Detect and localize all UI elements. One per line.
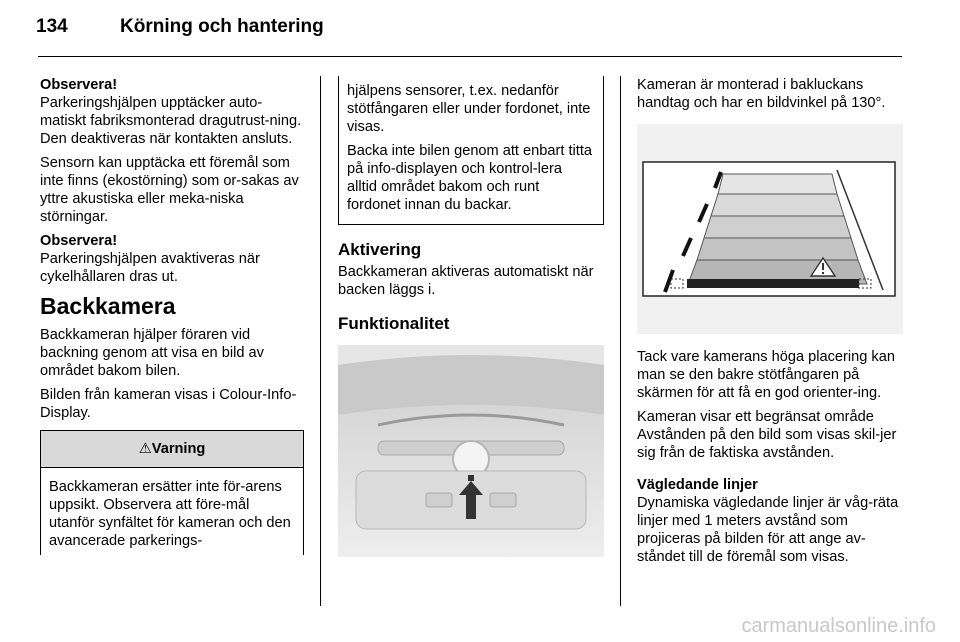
- guide-lines-display-illustration: [637, 124, 903, 334]
- note-text-2: Parkeringshjälpen avaktiveras när cykelhållaren dras ut.: [40, 251, 260, 285]
- header-rule: [38, 56, 902, 57]
- column-divider-2: [620, 76, 621, 606]
- warning-header: [41, 431, 303, 468]
- warning-label: Varning: [151, 441, 206, 457]
- heading-aktivering: Aktivering: [338, 240, 422, 259]
- column-1: [40, 76, 304, 555]
- paragraph-distance: Kameran visar ett begränsat område Avstånden på den bild som visas skil-jer sig från de faktiska avstånden.: [637, 409, 897, 461]
- warning-cont-1: hjälpens sensorer, t.ex. nedanför stötfångaren eller under fordonet, inte visas.: [347, 83, 591, 135]
- heading-funktionalitet: Funktionalitet: [338, 314, 450, 333]
- heading-backkamera: Backkamera: [40, 293, 176, 319]
- page-number: 134: [36, 16, 68, 37]
- column-2: [338, 76, 604, 557]
- note-title-1: Observera!: [40, 77, 118, 93]
- page-header: [36, 16, 324, 38]
- paragraph-aktivering: Backkameran aktiveras automatiskt när backen läggs i.: [338, 264, 594, 298]
- warning-cont-2: Backa inte bilen genom att enbart titta på info-displayen och kontrol-lera alltid området bakom och runt fordonet innan du backar.: [347, 143, 593, 213]
- paragraph-sensor: Sensorn kan upptäcka ett föremål som inte finns (ekostörning) som or-sakas av yttre akustiska eller meka-niska störningar.: [40, 155, 299, 225]
- warning-box-continued: [338, 76, 604, 225]
- warning-text: Backkameran ersätter inte för-arens uppsikt. Observera att före-mål utanför synfältet för kameran och den avancerade parkerings-: [49, 479, 291, 549]
- warning-box: [40, 430, 304, 555]
- tailgate-camera-illustration: [338, 345, 604, 557]
- paragraph-display: Bilden från kameran visas i Colour-Info-Display.: [40, 387, 297, 421]
- heading-guide-lines: Vägledande linjer: [637, 477, 758, 493]
- page-title: Körning och hantering: [120, 16, 324, 37]
- column-divider-1: [320, 76, 321, 606]
- column-3: [637, 76, 903, 572]
- paragraph-backkamera-intro: Backkameran hjälper föraren vid backning genom att visa en bild av området bakom bilen.: [40, 327, 264, 379]
- watermark: carmanualsonline.info: [741, 615, 936, 637]
- paragraph-placement: Tack vare kamerans höga placering kan man se den bakre stötfångaren på skärmen för att få en god orienter-ing.: [637, 349, 895, 401]
- warning-icon: ⚠: [138, 441, 152, 457]
- paragraph-mount: Kameran är monterad i bakluckans handtag och har en bildvinkel på 130°.: [637, 77, 886, 111]
- note-title-2: Observera!: [40, 233, 118, 249]
- paragraph-guide-lines: Dynamiska vägledande linjer är våg-räta linjer med 1 meters avstånd som projiceras på bilden för att ange av-ståndet till de föremål som visas.: [637, 495, 899, 565]
- note-text-1: Parkeringshjälpen upptäcker auto-matiskt fabriksmonterad dragutrust-ning. Den deaktiveras när kontakten ansluts.: [40, 95, 302, 147]
